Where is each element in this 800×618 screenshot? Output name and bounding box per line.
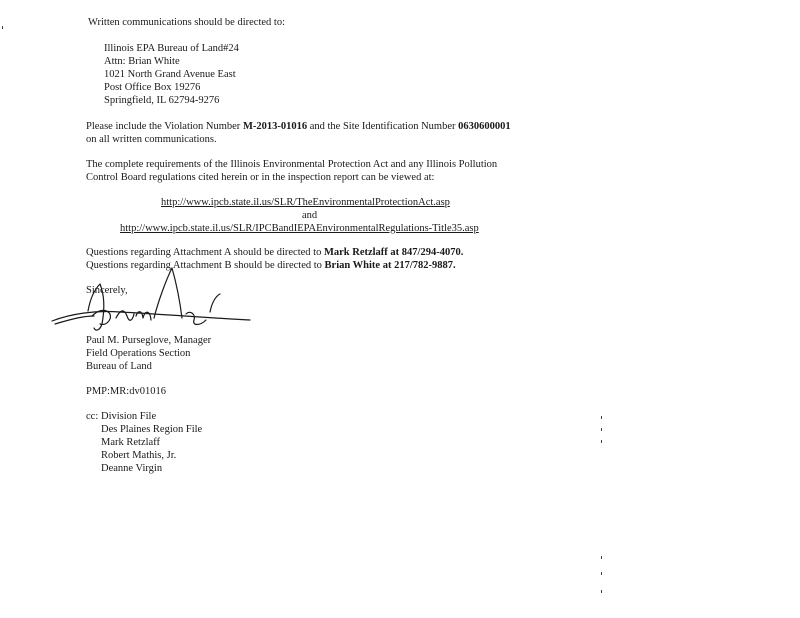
question-a-line	[86, 246, 463, 259]
address-line: 1021 North Grand Avenue East	[104, 69, 236, 80]
closing: Sincerely,	[86, 285, 128, 296]
violation-text: Please include the Violation Number	[86, 121, 243, 132]
address-line: Attn: Brian White	[104, 56, 180, 67]
cc-item: Mark Retzlaff	[101, 437, 160, 448]
question-text: Questions regarding Attachment A should be directed to	[86, 247, 324, 258]
and-text: and	[302, 210, 318, 221]
signatory-section: Field Operations Section	[86, 348, 191, 359]
scan-speck	[601, 416, 602, 419]
cc-item: Des Plaines Region File	[101, 424, 203, 435]
violation-paragraph	[86, 120, 511, 133]
regulations-url-link[interactable]: http://www.ipcb.state.il.us/SLR/IPCBandIEPAEnvironmentalRegulations-Title35.asp	[120, 223, 479, 234]
scan-speck	[601, 572, 602, 575]
scan-speck	[601, 428, 602, 431]
scan-speck	[601, 556, 602, 559]
violation-text: on all written communications.	[86, 134, 217, 145]
site-id-number: 0630600001	[458, 121, 511, 132]
question-text: Questions regarding Attachment B should be directed to	[86, 260, 325, 271]
cc-label: cc:	[86, 411, 99, 422]
violation-number: M-2013-01016	[242, 121, 308, 132]
handwritten-signature	[50, 266, 255, 341]
scan-speck	[2, 26, 3, 29]
question-b-contact: Brian White at 217/782-9887.	[324, 260, 456, 271]
address-line: Post Office Box 19276	[104, 82, 201, 93]
address-line: Illinois EPA Bureau of Land#24	[104, 43, 239, 54]
cc-item: Division File	[101, 411, 157, 422]
violation-text: and the Site Identification Number	[307, 121, 459, 132]
scan-speck	[601, 440, 602, 443]
act-url-link[interactable]: http://www.ipcb.state.il.us/SLR/TheEnvironmentalProtectionAct.asp	[161, 197, 450, 208]
signatory-name: Paul M. Purseglove, Manager	[86, 335, 212, 346]
scan-speck	[601, 590, 602, 593]
cc-item: Robert Mathis, Jr.	[101, 450, 177, 461]
reference-initials: PMP:MR:dv01016	[86, 386, 166, 397]
cc-item: Deanne Virgin	[101, 463, 163, 474]
intro-line: Written communications should be directed to:	[88, 17, 285, 28]
question-a-contact: Mark Retzlaff at 847/294-4070.	[323, 247, 464, 258]
address-line: Springfield, IL 62794-9276	[104, 95, 220, 106]
signatory-bureau: Bureau of Land	[86, 361, 152, 372]
requirements-line: Control Board regulations cited herein or in the inspection report can be viewed at:	[86, 172, 435, 183]
requirements-line: The complete requirements of the Illinois Environmental Protection Act and any Illinois Pollution	[86, 159, 498, 170]
